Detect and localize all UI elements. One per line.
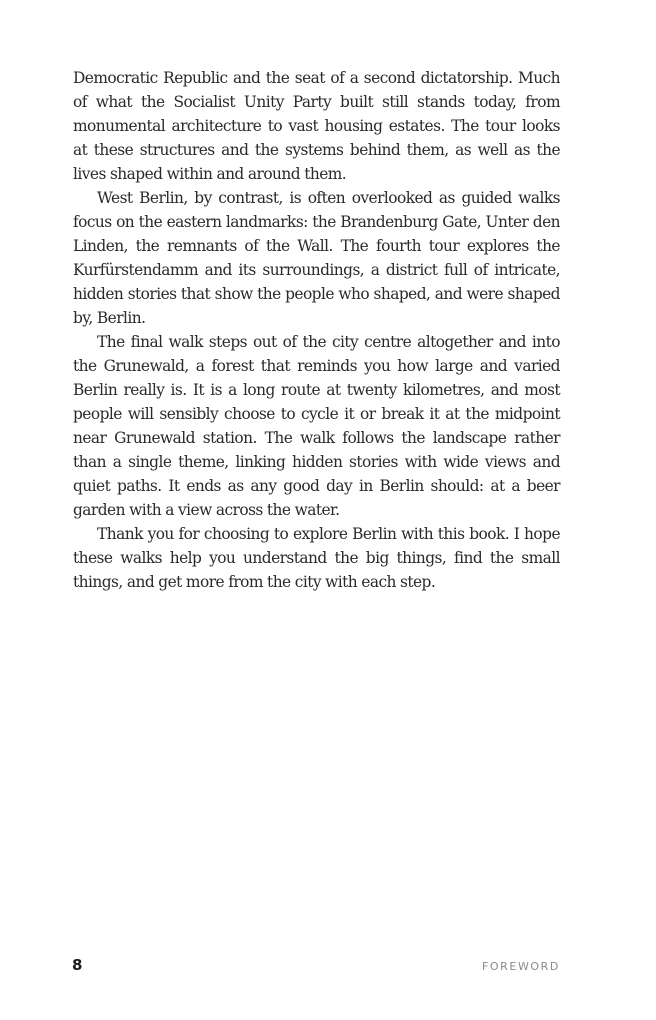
page-number: 8 [72,956,83,974]
paragraph-3: The final walk steps out of the city centre altogether and into the Grunewald, a forest that reminds you how large and varied Berlin really is. It is a long route at twenty kilometres, and most people will sensibly choose to cycle it or break it at the midpoint near Grunewald station. The walk follows the landscape rather than a single theme, linking hidden stories with wide views and quiet paths. It ends as any good day in Berlin should: at a beer garden with a view across the water. [73,333,560,519]
body-text [73,66,560,594]
paragraph-1: Democratic Republic and the seat of a second dictatorship. Much of what the Socialist Unity Party built still stands today, from monumental architecture to vast housing estates. The tour looks at these structures and the systems behind them, as well as the lives shaped within and around them. [73,69,560,183]
paragraph-2: West Berlin, by contrast, is often overlooked as guided walks focus on the eastern landmarks: the Brandenburg Gate, Unter den Linden, the remnants of the Wall. The fourth tour explores the Kurfürstendamm and its surroundings, a district full of intricate, hidden stories that show the people who shaped, and were shaped by, Berlin. [73,189,560,327]
paragraph-4: Thank you for choosing to explore Berlin with this book. I hope these walks help you understand the big things, find the small things, and get more from the city with each step. [73,525,560,591]
running-head: FOREWORD [481,960,560,973]
